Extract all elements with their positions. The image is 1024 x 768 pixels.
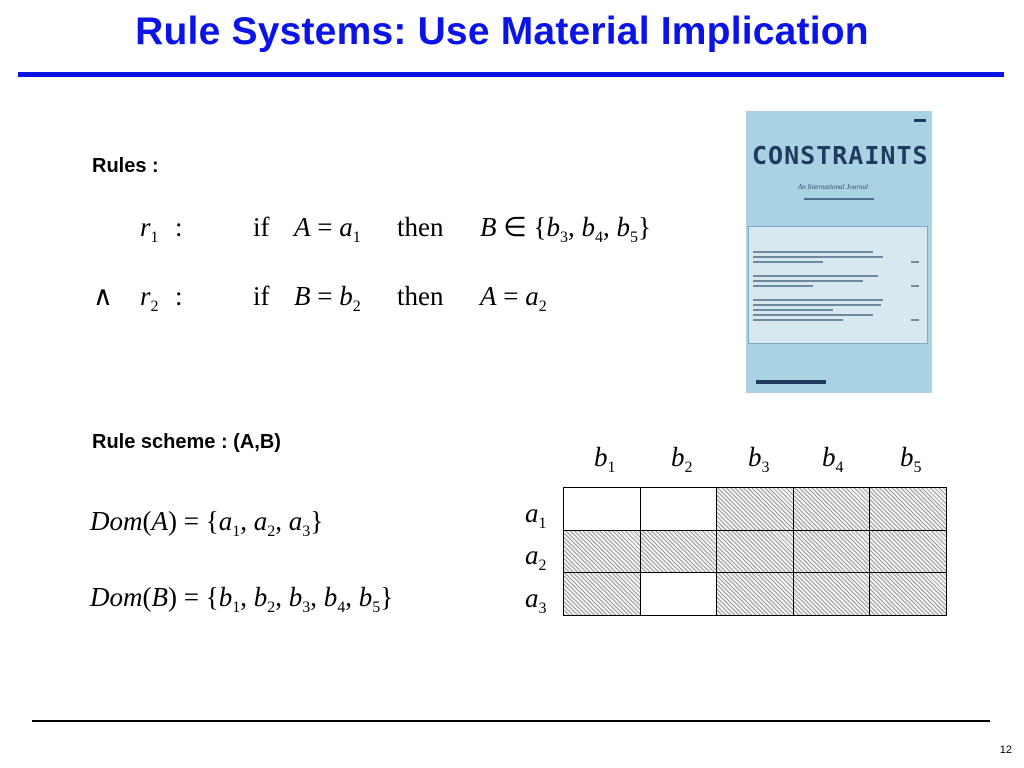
grid-cell-a3-b3-forbidden [717, 573, 794, 616]
rule-2-colon: : [175, 281, 183, 311]
grid-row-a1: $a_1$ [525, 498, 547, 532]
grid-cell-a2-b2-forbidden [641, 531, 718, 574]
grid-cell-a1-b4-forbidden [794, 488, 871, 531]
grid-cell-a2-b3-forbidden [717, 531, 794, 574]
grid-col-b3: $b_3$ [748, 442, 770, 476]
grid-cell-a3-b5-forbidden [870, 573, 947, 616]
slide-title: Rule Systems: Use Material Implication [135, 10, 869, 53]
rule-2-name: $r_2$ [140, 281, 159, 315]
grid-row-a3: $a_3$ [525, 583, 547, 617]
cover-title: CONSTRAINTS [752, 141, 929, 170]
domain-b: $Dom(B) = \{b_1$, $b_2$, $b_3$, $b_4$, $b_5$} [90, 582, 394, 616]
cover-subtitle: An International Journal [798, 183, 868, 191]
grid-cell-a3-b1-forbidden [564, 573, 641, 616]
grid-col-b4: $b_4$ [822, 442, 844, 476]
rules-heading: Rules : [92, 155, 159, 177]
compatibility-grid [563, 487, 947, 616]
rule-1-conclusion: B ∈ {$b_3$, $b_4$, $b_5$} [480, 212, 651, 246]
rule-1-condition: $A = a_1$ [294, 212, 361, 246]
grid-cell-a3-b2-allowed [641, 573, 718, 616]
rule-1-if: if [253, 212, 270, 242]
cover-editor-line [804, 198, 874, 200]
grid-cell-a1-b5-forbidden [870, 488, 947, 531]
cover-contents-box [748, 226, 928, 344]
grid-col-b5: $b_5$ [900, 442, 922, 476]
rule-scheme-heading: Rule scheme : (A,B) [92, 431, 281, 453]
cover-publisher-mark [756, 380, 826, 384]
grid-cell-a2-b1-forbidden [564, 531, 641, 574]
journal-cover-image [746, 111, 932, 393]
cover-corner-mark [914, 119, 926, 122]
rule-2-if: if [253, 281, 270, 311]
domain-a: $Dom(A) = \{a_1$, $a_2$, $a_3$} [90, 506, 324, 540]
grid-cell-a2-b4-forbidden [794, 531, 871, 574]
grid-row-a2: $a_2$ [525, 540, 547, 574]
rule-1-then: then [397, 212, 444, 242]
page-number: 12 [999, 744, 1012, 756]
footer-divider [32, 720, 990, 722]
grid-cell-a1-b1-allowed [564, 488, 641, 531]
grid-cell-a1-b2-allowed [641, 488, 718, 531]
grid-col-b2: $b_2$ [671, 442, 693, 476]
grid-cell-a2-b5-forbidden [870, 531, 947, 574]
grid-col-b1: $b_1$ [594, 442, 616, 476]
rule-1-colon: : [175, 212, 183, 242]
rule-1-name: $r_1$ [140, 212, 159, 246]
grid-cell-a3-b4-forbidden [794, 573, 871, 616]
rule-2-prefix: ∧ [93, 281, 113, 311]
title-underline [18, 72, 1004, 77]
rule-2-condition: $B = b_2$ [294, 281, 361, 315]
rule-2-conclusion: $A = a_2$ [480, 281, 547, 315]
grid-cell-a1-b3-forbidden [717, 488, 794, 531]
rule-2-then: then [397, 281, 444, 311]
